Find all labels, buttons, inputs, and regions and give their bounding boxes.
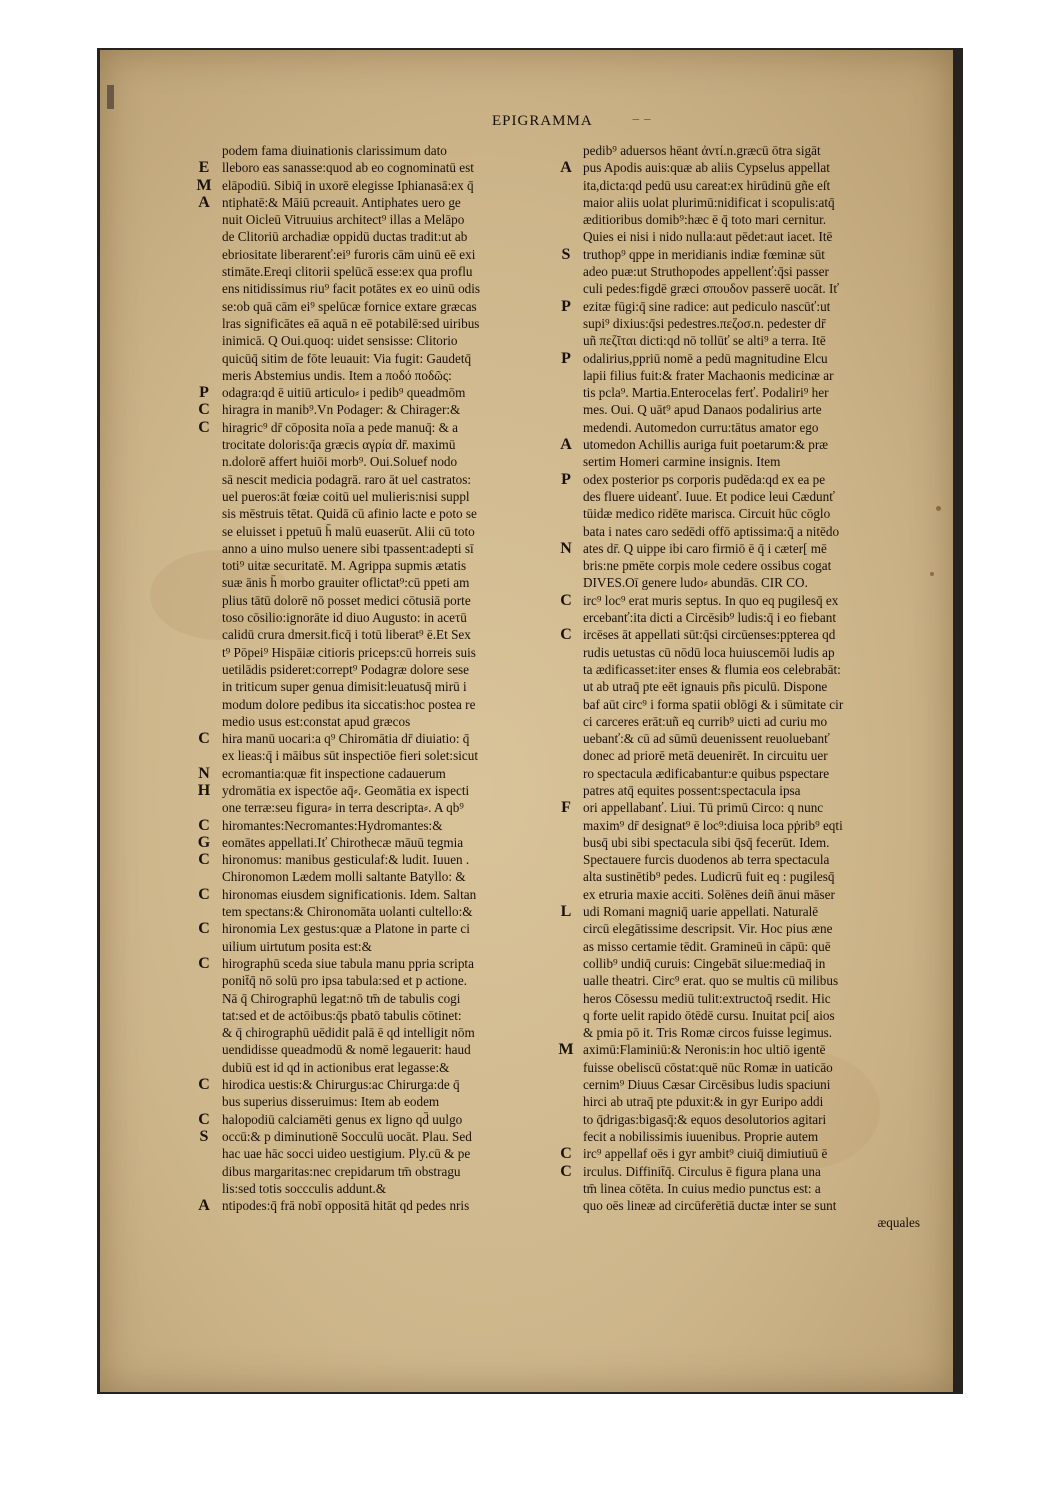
line-text: occū:& p diminutionē Socculū uocāt. Plau. Sed bbox=[222, 1128, 472, 1144]
guide-letter: H bbox=[197, 781, 211, 799]
text-line bbox=[222, 298, 562, 315]
text-line bbox=[583, 505, 928, 522]
line-text: hirographū sceda siue tabula manu ppria scripta bbox=[222, 955, 474, 971]
text-line bbox=[198, 816, 562, 834]
line-text: alta sustinētib⁹ pedes. Ludicrū fuit eq : pugilesq̄ bbox=[583, 869, 835, 885]
guide-letter: L bbox=[560, 903, 572, 921]
text-line bbox=[583, 817, 928, 834]
text-line bbox=[222, 747, 562, 764]
line-text: tat:sed et de actōibus:q̄s pbatō tabulis cōtinet: bbox=[222, 1007, 462, 1023]
text-line bbox=[583, 765, 928, 782]
text-line bbox=[561, 470, 928, 488]
page-spot bbox=[930, 572, 934, 576]
line-text: rudis uetustas cū nōdū loca huiuscemōi ludis ap bbox=[583, 644, 835, 660]
text-line bbox=[222, 661, 562, 678]
text-line bbox=[583, 886, 928, 903]
text-line bbox=[583, 955, 928, 972]
line-text: bris:ne pmēte corpis mole cedere ossibus cogat bbox=[583, 558, 832, 574]
line-text: podem fama diuinationis clarissimum dato bbox=[222, 143, 447, 158]
line-text: des fluere uideanť. Iuue. Et podice leui Cædunť bbox=[583, 488, 835, 504]
text-line bbox=[198, 401, 562, 419]
line-text: ens nitidissimus riu⁹ facit potātes ex eo uinū odis bbox=[222, 281, 481, 297]
line-text: stimāte.Ereqi clitorii spelūcā esse:ex qua proflu bbox=[222, 264, 473, 280]
guide-letter: A bbox=[560, 436, 572, 454]
text-line bbox=[583, 938, 928, 955]
line-text: as misso certamie tēdit. Gramineū in cāpū: quē bbox=[583, 938, 831, 954]
guide-letter: C bbox=[560, 626, 572, 644]
line-text: ut ab utraq̄ pte eēt ignauis pñs piculū. Dispone bbox=[583, 679, 828, 695]
text-line bbox=[583, 747, 928, 764]
line-text: collib⁹ undiq̄ curuis: Cingebāt silue:mediaq̄ in bbox=[583, 955, 826, 971]
guide-letter: P bbox=[561, 349, 571, 367]
guide-letter: C bbox=[560, 1162, 572, 1180]
text-line bbox=[583, 1076, 928, 1093]
line-text: uetilādis psideret:corrept⁹ Podagræ dolore sese bbox=[222, 661, 470, 677]
text-line bbox=[560, 539, 928, 557]
text-line bbox=[222, 488, 562, 505]
line-text: ecromantia:quæ fit inspectione cadauerum bbox=[222, 765, 446, 781]
text-line bbox=[222, 211, 562, 228]
text-line bbox=[583, 920, 928, 937]
text-line bbox=[583, 367, 928, 384]
guide-letter: P bbox=[561, 297, 571, 315]
line-text: Chironomon Lædem molli saltante Batyllo: & bbox=[222, 869, 466, 885]
line-text: hac uae hāc socci uideo uestigium. Ply.cū & pe bbox=[222, 1146, 471, 1162]
guide-letter: A bbox=[560, 159, 572, 177]
text-line bbox=[583, 1059, 928, 1076]
line-text: cernim⁹ Diuus Cæsar Circēsibus ludis spaciuni bbox=[583, 1077, 831, 1093]
guide-letter: N bbox=[560, 539, 572, 557]
line-text: q forte uelit rapido ōtēdē cursu. Inuitat pci[ aios bbox=[583, 1007, 835, 1023]
guide-letter: S bbox=[561, 245, 571, 263]
guide-letter: C bbox=[560, 1145, 572, 1163]
line-text: mes. Oui. Q uāt⁹ apud Danaos podalirius arte bbox=[583, 402, 822, 418]
guide-letter: N bbox=[198, 764, 210, 782]
line-text: sā nescit medicia podagrā. raro āt uel castratos: bbox=[222, 471, 471, 487]
guide-letter: M bbox=[558, 1041, 574, 1059]
text-line bbox=[222, 246, 562, 263]
text-line bbox=[560, 591, 928, 609]
right-text-column bbox=[558, 142, 928, 1232]
line-text: supi⁹ dixius:q̄si pedestres.πεζοσ.n. pedester dr̄ bbox=[583, 315, 826, 331]
text-line bbox=[560, 626, 928, 644]
line-text: halopodiū calciamēti genus ex ligno qd̄ uulgo bbox=[222, 1111, 463, 1127]
text-line bbox=[222, 1007, 562, 1024]
page-spot bbox=[936, 506, 941, 511]
text-line bbox=[583, 332, 928, 349]
line-text: uñ πεζῖται dicti:qd nō tollūť se alti⁹ a terra. Itē bbox=[583, 333, 826, 349]
text-line bbox=[222, 644, 562, 661]
text-line bbox=[222, 868, 562, 885]
guide-letter: C bbox=[198, 954, 210, 972]
text-line bbox=[222, 436, 562, 453]
line-text: ex lieas:q̄ i māibus sūt inspectiōe fieri solet:sicut bbox=[222, 748, 479, 764]
text-line bbox=[583, 263, 928, 280]
line-text: toso cōsilio:ignorāte id diuo Augusto: in aceτū bbox=[222, 610, 467, 626]
line-text: odalirius,ppriū nomē a pedū magnitudine Elcu bbox=[583, 350, 828, 366]
text-line bbox=[560, 903, 928, 921]
text-line bbox=[560, 1145, 928, 1163]
text-line bbox=[583, 488, 928, 505]
line-text: n.dolorē affert huiōi morb⁹. Oui.Soluef nodo bbox=[222, 454, 458, 470]
text-line bbox=[222, 799, 562, 816]
line-text: æditioribus domib⁹:hæc ē q̄ toto mari cernitur. bbox=[583, 212, 827, 228]
text-line bbox=[198, 730, 562, 748]
line-text: & q̄ chirographū uēdidit palā ē qd intelligit nōm bbox=[222, 1025, 475, 1041]
guide-letter: C bbox=[198, 1076, 210, 1094]
line-text: quicūq̄ sitim de fōte leuauit: Via fugit: Gaudetq̄ bbox=[222, 350, 472, 366]
text-line bbox=[222, 938, 562, 955]
text-line bbox=[198, 920, 562, 938]
text-line bbox=[222, 1145, 562, 1162]
line-text: trocitate doloris:q̄a græcis αγρία dr̄. maximū bbox=[222, 437, 456, 453]
text-line bbox=[583, 384, 928, 401]
text-line bbox=[583, 834, 928, 851]
line-text: modum dolore pedibus ita siccatis:hoc postea re bbox=[222, 696, 476, 712]
left-text-column bbox=[196, 142, 562, 1215]
line-text: ci carceres erāt:uñ eq currib⁹ uicti ad curiu mo bbox=[583, 713, 828, 729]
line-text: ercebanť:ita dicti a Circēsib⁹ ludis:q̄ i eo fiebant bbox=[583, 610, 837, 626]
text-line bbox=[222, 972, 562, 989]
guide-letter: C bbox=[198, 401, 210, 419]
line-text: hironomas eiusdem significationis. Idem. Saltan bbox=[222, 886, 477, 902]
text-line bbox=[222, 228, 562, 245]
text-line bbox=[583, 972, 928, 989]
line-text: hirodica uestis:& Chirurgus:ac Chirurga:de q̄ bbox=[222, 1077, 460, 1093]
guide-letter: F bbox=[561, 799, 571, 817]
text-line bbox=[222, 696, 562, 713]
text-line bbox=[198, 954, 562, 972]
line-text: adeo puæ:ut Struthopodes appellenť:q̄si passer bbox=[583, 264, 829, 280]
guide-letter: S bbox=[199, 1127, 209, 1145]
text-line bbox=[583, 523, 928, 540]
line-text: lras significātes eā aquā n eē potabilē:sed uiribus bbox=[222, 315, 480, 331]
line-text: lapii filius fuit:& frater Machaonis medicinæ ar bbox=[583, 367, 834, 383]
text-line bbox=[222, 592, 562, 609]
line-text: utomedon Achillis auriga fuit poetarum:& præ bbox=[583, 437, 829, 453]
line-text: eomātes appellati.Iť Chirothecæ māuū tegmia bbox=[222, 834, 464, 850]
line-text: hironomus: manibus gesticulaf:& ludit. Iuuen . bbox=[222, 852, 470, 868]
text-line bbox=[222, 626, 562, 643]
text-line bbox=[583, 644, 928, 661]
line-text: bata i nates caro sedēdi offō aptissima:q̄ a nitēdo bbox=[583, 523, 840, 539]
line-text: culi pedes:figdē græci σπουδον passerē uocāt. Iť bbox=[583, 281, 839, 297]
line-text: toti⁹ uitæ securitatē. M. Agrippa supmis ætatis bbox=[222, 558, 467, 574]
line-text: pedib⁹ aduersos hēant ἀντί.n.græcū ōtra sigāt bbox=[583, 143, 821, 158]
line-text: udi Romani magniq̄ uarie appellati. Naturalē bbox=[583, 904, 819, 920]
text-line bbox=[198, 1110, 562, 1128]
line-text: se eluisset i ppetuū h̄ malū euaserūt. Alii cū toto bbox=[222, 523, 475, 539]
guide-letter: C bbox=[198, 418, 210, 436]
text-line bbox=[198, 1197, 562, 1215]
text-line bbox=[222, 990, 562, 1007]
text-line bbox=[583, 574, 928, 591]
line-text: tis pcla⁹. Martia.Enterocelas ferť. Podaliri⁹ her bbox=[583, 385, 829, 401]
line-text: hiragra in manib⁹.Vn Podager: & Chirager:& bbox=[222, 402, 461, 418]
text-line bbox=[199, 384, 562, 402]
line-text: circū elegātissime descripsit. Vir. Hoc pius æne bbox=[583, 921, 833, 937]
scan-frame bbox=[97, 48, 963, 1394]
text-line bbox=[222, 315, 562, 332]
line-text: æquales bbox=[877, 1215, 920, 1231]
text-line bbox=[561, 349, 928, 367]
text-line bbox=[222, 471, 562, 488]
text-line bbox=[583, 851, 928, 868]
line-text: t⁹ Pōpei⁹ Hispāiæ citioris priceps:cū horreis suis bbox=[222, 644, 476, 660]
guide-letter: C bbox=[560, 591, 572, 609]
line-text: uebanť:& cū ad sūmū deuenissent reuoluebanť bbox=[583, 731, 830, 747]
line-text: lis:sed totis soccculis addunt.& bbox=[222, 1180, 387, 1196]
line-text: hira manū uocari:a q⁹ Chiromātia dr̄ diuiatio: q̄ bbox=[222, 731, 470, 747]
line-text: sertim Homeri carmine insignis. Item bbox=[583, 454, 781, 470]
text-line bbox=[560, 436, 928, 454]
text-line bbox=[560, 159, 928, 177]
text-line bbox=[197, 833, 562, 851]
line-text: ezitæ fūgi:q̄ sine radice: aut pediculo nascūť:ut bbox=[583, 298, 831, 314]
line-text: hironomia Lex gestus:quæ a Platone in parte ci bbox=[222, 921, 470, 937]
guide-letter: C bbox=[198, 920, 210, 938]
line-text: one terræ:seu figura⸗ in terra descripta⸗. A qb⁹ bbox=[222, 800, 464, 816]
guide-letter: A bbox=[198, 193, 210, 211]
text-line bbox=[583, 1024, 928, 1041]
line-text: uendidisse queadmodū & nomē legauerit: haud bbox=[222, 1042, 471, 1058]
line-text: nuit Oicleū Vitruuius architect⁹ illas a Melāpo bbox=[222, 212, 465, 228]
line-text: baf aūt circ⁹ i forma spatii oblōgi & i sūmitate cir bbox=[583, 696, 844, 712]
text-line bbox=[583, 782, 928, 799]
line-text: ates dr̄. Q uippe ibi caro firmiō ē q̄ i cæter[ mē bbox=[583, 540, 827, 556]
line-text: uel pueros:āt fœiæ coitū uel mulieris:nisi suppl bbox=[222, 488, 470, 504]
text-line bbox=[583, 557, 928, 574]
text-line bbox=[583, 1128, 928, 1145]
line-text: se:ob quā cām ei⁹ spelūcæ fornice extare græcas bbox=[222, 298, 477, 314]
text-line bbox=[583, 730, 928, 747]
line-text: ita,dicta:qd pedū usu careat:ex hirūdinū gñe eſt bbox=[583, 177, 831, 193]
text-line bbox=[583, 1111, 928, 1128]
text-line bbox=[222, 263, 562, 280]
text-line bbox=[583, 453, 928, 470]
text-line bbox=[560, 1162, 928, 1180]
text-line bbox=[222, 1093, 562, 1110]
line-text: irculus. Diffinit̄q̄. Circulus ē figura plana una bbox=[583, 1163, 821, 1179]
guide-letter: C bbox=[198, 816, 210, 834]
guide-letter: C bbox=[198, 1110, 210, 1128]
line-text: donec ad priorē metā deuenirēt. In circuitu uer bbox=[583, 748, 828, 764]
text-line bbox=[583, 609, 928, 626]
text-line bbox=[583, 1214, 928, 1231]
text-line bbox=[583, 177, 928, 194]
book-page bbox=[100, 50, 953, 1392]
line-text: maxim⁹ dr̄ designat⁹ ē loc⁹:diuisa loca pṗrib⁹ eqti bbox=[583, 817, 843, 833]
line-text: ori appellabanť. Liui. Tū primū Circo: q nunc bbox=[583, 800, 824, 816]
text-line bbox=[583, 142, 928, 159]
line-text: DIVES.Oī genere ludo⸗ abundās. CIR CO. bbox=[583, 575, 808, 591]
line-text: ntiphatē:& Māiū pcreauit. Antiphates uero ge bbox=[222, 194, 461, 210]
text-line bbox=[198, 1076, 562, 1094]
text-line bbox=[199, 1127, 562, 1145]
text-line bbox=[583, 713, 928, 730]
text-line bbox=[198, 418, 562, 436]
text-line bbox=[583, 401, 928, 418]
line-text: meris Abstemius undis. Item a ποδό ποδῶς: bbox=[222, 367, 452, 383]
text-line bbox=[222, 523, 562, 540]
line-text: ydromātia ex ispectōe aq̄⸗. Geomātia ex ispecti bbox=[222, 782, 470, 798]
text-line bbox=[222, 557, 562, 574]
line-text: odex posterior ps corporis pudēda:qd ex ea pe bbox=[583, 471, 826, 487]
text-line bbox=[583, 678, 928, 695]
line-text: heros Cōsessu mediū tulit:extructoq̄ rsedit. Hic bbox=[583, 990, 831, 1006]
line-text: ebriositate liberarenť:ei⁹ furoris cām uinū eē exi bbox=[222, 246, 476, 262]
line-text: medio usus est:constat apud græcos bbox=[222, 713, 411, 729]
text-line bbox=[583, 315, 928, 332]
line-text: ircēses āt appellati sūt:q̄si circūenses:ppterea qd bbox=[583, 627, 836, 643]
guide-letter: G bbox=[197, 833, 211, 851]
line-text: anno a uino mulso uenere sibi tpassent:adepti sī bbox=[222, 540, 474, 556]
text-line bbox=[222, 713, 562, 730]
line-text: dubiū est id qd in actionibus erat legasse:& bbox=[222, 1059, 450, 1075]
text-line bbox=[222, 903, 562, 920]
line-text: ex etruria maxie acciti. Solēnes deiñ ānui māser bbox=[583, 886, 835, 902]
line-text: maior aliis uolat plurimū:nidificat i scopulis:atq̄ bbox=[583, 194, 835, 210]
line-text: calidū crura dmersit.ficq̄ i totū liberat⁹ ē.Et Sex bbox=[222, 627, 471, 643]
text-line bbox=[583, 194, 928, 211]
text-line bbox=[558, 1041, 928, 1059]
text-line bbox=[583, 1180, 928, 1197]
line-text: fecit a nobilissimis iuuenibus. Proprie autem bbox=[583, 1128, 819, 1144]
text-line bbox=[222, 1180, 562, 1197]
guide-letter: P bbox=[561, 470, 571, 488]
line-text: ntipodes:q̄ frā nobī oppositā hitāt qd pedes nris bbox=[222, 1198, 470, 1214]
text-line bbox=[583, 228, 928, 245]
line-text: medendi. Automedon curru:tātus amator ego bbox=[583, 419, 819, 435]
running-title: EPIGRAMMA bbox=[492, 113, 593, 129]
line-text: tem spectans:& Chironomāta uolanti cultello:& bbox=[222, 904, 473, 920]
binding-mark bbox=[107, 85, 114, 109]
line-text: suæ ānis h̄ morbo grauiter oflictat⁹:cū ppeti am bbox=[222, 575, 470, 591]
line-text: fuisse obeliscū cōstat:quē nūc Romæ in uaticāo bbox=[583, 1059, 833, 1075]
text-line bbox=[222, 505, 562, 522]
text-line bbox=[198, 764, 562, 782]
text-line bbox=[198, 193, 562, 211]
text-line bbox=[222, 1041, 562, 1058]
guide-letter: M bbox=[196, 176, 212, 194]
text-line bbox=[222, 367, 562, 384]
text-line bbox=[222, 332, 562, 349]
text-line bbox=[583, 419, 928, 436]
line-text: uilium uirtutum posita est:& bbox=[222, 938, 372, 954]
text-line bbox=[583, 990, 928, 1007]
line-text: & pmia pō it. Tris Romæ circos fuisse legimus. bbox=[583, 1025, 833, 1041]
text-line bbox=[222, 678, 562, 695]
line-text: hiragric⁹ dr̄ cōposita noīa a pede manuq̄: & a bbox=[222, 419, 459, 435]
text-line bbox=[583, 280, 928, 297]
line-text: hirci ab utraq̄ pte pduxit:& in gyr Euripo addi bbox=[583, 1094, 824, 1110]
line-text: ta ædificasset:iter enses & flumia eos celebrabāt: bbox=[583, 661, 841, 677]
line-text: hiromantes:Necromantes:Hydromantes:& bbox=[222, 817, 443, 833]
line-text: to q̄drigas:bigasq̄:& equos desolutorios agitari bbox=[583, 1111, 827, 1127]
text-line bbox=[198, 885, 562, 903]
text-line bbox=[196, 176, 562, 194]
guide-letter: E bbox=[198, 159, 210, 177]
text-line bbox=[561, 245, 928, 263]
text-line bbox=[222, 1024, 562, 1041]
guide-letter: A bbox=[198, 1197, 210, 1215]
text-line bbox=[561, 799, 928, 817]
guide-letter: C bbox=[198, 851, 210, 869]
text-line bbox=[583, 868, 928, 885]
text-line bbox=[222, 574, 562, 591]
text-line bbox=[222, 350, 562, 367]
line-text: sis mēstruis tētat. Quidā cū afinio lacte e poto se bbox=[222, 506, 477, 522]
line-text: bus superius disseruimus: Item ab eodem bbox=[222, 1094, 440, 1110]
line-text: odagra:qd ē uitiū articulo⸗ i pedib⁹ queadmōm bbox=[222, 385, 466, 401]
text-line bbox=[583, 211, 928, 228]
line-text: irc⁹ loc⁹ erat muris septus. In quo eq pugilesq̄ ex bbox=[583, 592, 839, 608]
line-text: quo oēs lineæ ad circūferētiā ductæ inter se sunt bbox=[583, 1198, 837, 1214]
text-line bbox=[222, 280, 562, 297]
line-text: de Clitoriū archadiæ oppidū ductas tradit:ut ab bbox=[222, 229, 468, 245]
text-line bbox=[583, 1007, 928, 1024]
text-line bbox=[222, 453, 562, 470]
text-line bbox=[583, 1093, 928, 1110]
line-text: Quies ei nisi i nido nulla:aut pēdet:aut iacet. Itē bbox=[583, 229, 833, 245]
text-line bbox=[222, 1163, 562, 1180]
text-line bbox=[198, 159, 562, 177]
line-text: lleboro eas sanasse:quod ab eo cognominatū est bbox=[222, 160, 474, 176]
text-line bbox=[583, 696, 928, 713]
line-text: aximū:Flaminiū:& Neronis:in hoc ultiō igentē bbox=[583, 1042, 826, 1058]
line-text: elāpodiū. Sibiq̄ in uxorē elegisse Iphianasā:ex q̄ bbox=[222, 177, 474, 193]
text-line bbox=[583, 1197, 928, 1214]
line-text: pus Apodis auis:quæ ab aliis Cypselus appellat bbox=[583, 160, 830, 176]
text-line bbox=[583, 661, 928, 678]
guide-letter: C bbox=[198, 730, 210, 748]
line-text: patres atq̄ equites possent:spectacula ipsa bbox=[583, 782, 801, 798]
line-text: tm̄ linea cōtēta. In cuius medio punctus est: a bbox=[583, 1180, 821, 1196]
line-text: dibus margaritas:nec crepidarum tm̄ obstragu bbox=[222, 1163, 461, 1179]
line-text: irc⁹ appellaf oēs i gyr ambit⁹ ciuiq̄ dimiutiuū ē bbox=[583, 1146, 828, 1162]
text-line bbox=[561, 297, 928, 315]
line-text: Spectauere furcis duodenos ab terra spectacula bbox=[583, 852, 830, 868]
header-ornament: ‒ ‒ bbox=[632, 112, 652, 126]
text-line bbox=[222, 1059, 562, 1076]
line-text: plius tātū dolorē nō posset medici cōtusiā porte bbox=[222, 592, 471, 608]
line-text: busq̄ ubi sibi spectacula sibi q̄sq̄ fecerūt. Idem. bbox=[583, 834, 830, 850]
text-line bbox=[222, 540, 562, 557]
line-text: ponit̄q̄ nō solū pro ipsa tabula:sed et p actione. bbox=[222, 973, 468, 989]
line-text: Nā q̄ Chirographū legat:nō tm̄ de tabulis cogi bbox=[222, 990, 461, 1006]
text-line bbox=[222, 609, 562, 626]
line-text: ro spectacula ædificabantur:e quibus pspectare bbox=[583, 765, 830, 781]
line-text: truthop⁹ qppe in meridianis indiæ fœminæ sūt bbox=[583, 246, 825, 262]
line-text: ualle theatri. Circ⁹ erat. quo se multis cū milibus bbox=[583, 973, 839, 989]
text-line bbox=[198, 851, 562, 869]
text-line bbox=[197, 781, 562, 799]
line-text: in triticum super genua dimisit:leuatusq̄ mirū i bbox=[222, 679, 467, 695]
line-text: tūidæ medico ridēte marisca. Circuit hūc cōglo bbox=[583, 506, 831, 522]
guide-letter: C bbox=[198, 885, 210, 903]
text-line bbox=[222, 142, 562, 159]
line-text: inimicā. Q Oui.quoq: uidet sensisse: Clitorio bbox=[222, 333, 458, 349]
guide-letter: P bbox=[199, 384, 209, 402]
